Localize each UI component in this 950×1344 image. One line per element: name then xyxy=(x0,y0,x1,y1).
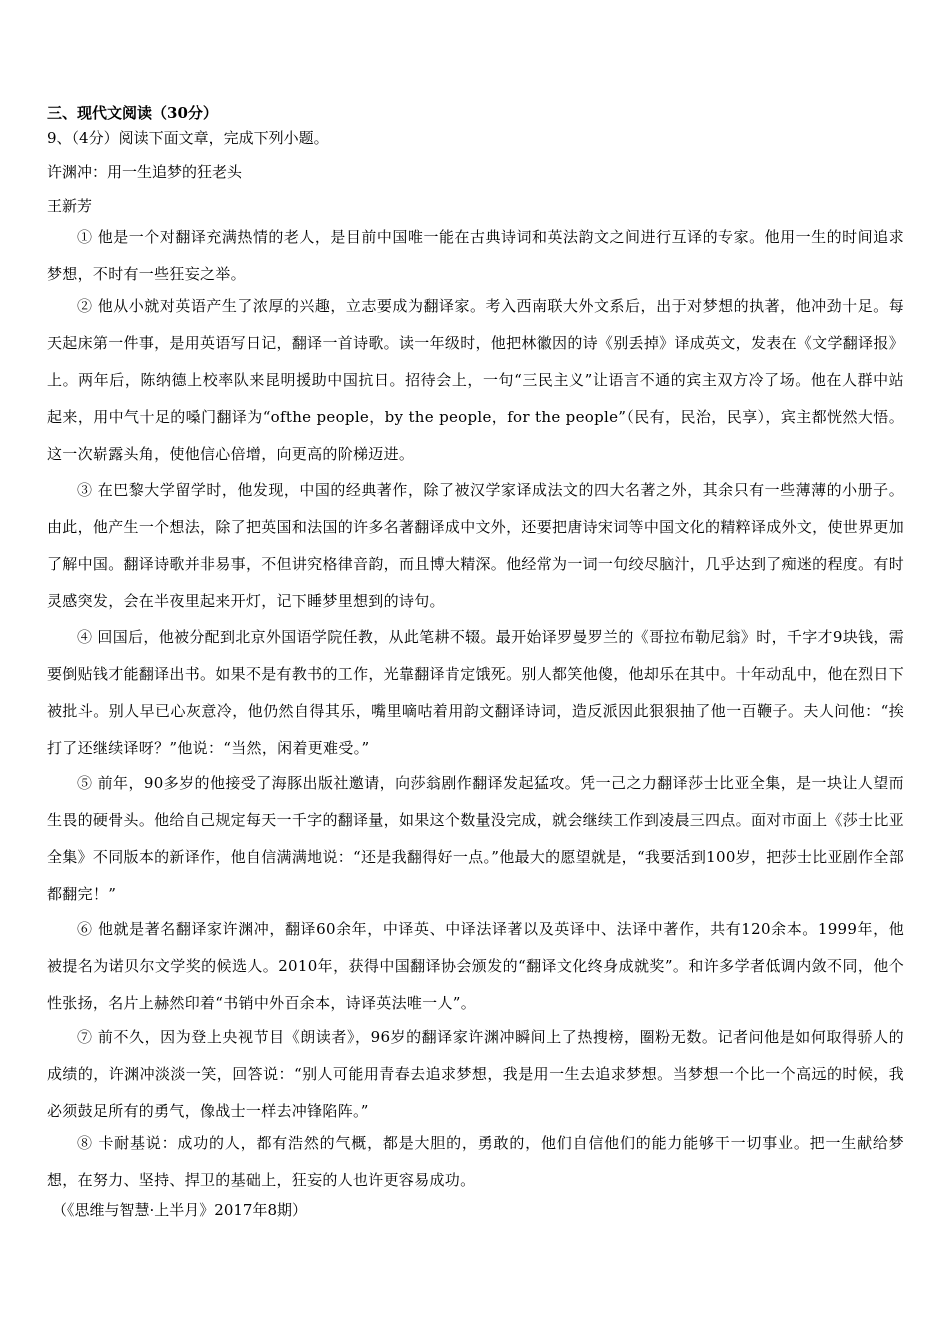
article-paragraph-7: ⑦ 前不久，因为登上央视节目《朗读者》，96岁的翻译家许渊冲瞬间上了热搜榜，圈粉无数。记者问他是如何取得骄人的成绩的，许渊冲淡淡一笑，回答说：“别人可能用青春去追求梦想，我是用一生去追求梦想。当梦想一个比一个高远的时候，我必须鼓足所有的勇气，像战士一样去冲锋陷阵。” xyxy=(47,1028,904,1120)
section-heading: 三、现代文阅读（30分） xyxy=(47,104,218,122)
article-author: 王新芳 xyxy=(47,197,93,215)
article-paragraph-4: ④ 回国后，他被分配到北京外国语学院任教，从此笔耕不辍。最开始译罗曼罗兰的《哥拉布勒尼翁》时，千字才9块钱，需要倒贴钱才能翻译出书。如果不是有教书的工作，光靠翻译肯定饿死。别人都笑他傻，他却乐在其中。十年动乱中，他在烈日下被批斗。别人早已心灰意冷，他仍然自得其乐，嘴里嘀咕着用韵文翻译诗词，造反派因此狠狠抽了他一百鞭子。夫人问他：“挨打了还继续译呀？”他说：“当然，闲着更难受。” xyxy=(47,628,904,757)
article-paragraph-5: ⑤ 前年，90多岁的他接受了海豚出版社邀请，向莎翁剧作翻译发起猛攻。凭一己之力翻译莎士比亚全集，是一块让人望而生畏的硬骨头。他给自己规定每天一千字的翻译量，如果这个数量没完成，就会继续工作到凌晨三四点。面对市面上《莎士比亚全集》不同版本的新译作，他自信满满地说：“还是我翻得好一点。”他最大的愿望就是，“我要活到100岁，把莎士比亚剧作全部都翻完！” xyxy=(47,774,904,903)
article-source: （《思维与智慧·上半月》2017年8期） xyxy=(52,1201,307,1219)
article-title: 许渊冲：用一生追梦的狂老头 xyxy=(47,163,243,181)
article-paragraph-2: ② 他从小就对英语产生了浓厚的兴趣，立志要成为翻译家。考入西南联大外文系后，出于对梦想的执著，他冲劲十足。每天起床第一件事，是用英语写日记，翻译一首诗歌。读一年级时，他把林徽因的诗《别丢掉》译成英文，发表在《文学翻译报》上。两年后，陈纳德上校率队来昆明援助中国抗日。招待会上，一句“三民主义”让语言不通的宾主双方冷了场。他在人群中站起来，用中气十足的嗓门翻译为“ofthe people，by the people，for the people”（民有，民治，民享），宾主都恍然大悟。这一次崭露头角，使他信心倍增，向更高的阶梯迈进。 xyxy=(47,297,904,463)
article-paragraph-6: ⑥ 他就是著名翻译家许渊冲，翻译60余年，中译英、中译法译著以及英译中、法译中著作，共有120余本。1999年，他被提名为诺贝尔文学奖的候选人。2010年，获得中国翻译协会颁发的“翻译文化终身成就奖”。和许多学者低调内敛不同，他个性张扬，名片上赫然印着“书销中外百余本，诗译英法唯一人”。 xyxy=(47,920,904,1012)
article-paragraph-3: ③ 在巴黎大学留学时，他发现，中国的经典著作，除了被汉学家译成法文的四大名著之外，其余只有一些薄薄的小册子。由此，他产生一个想法，除了把英国和法国的许多名著翻译成中文外，还要把唐诗宋词等中国文化的精粹译成外文，使世界更加了解中国。翻译诗歌并非易事，不但讲究格律音韵，而且博大精深。他经常为一词一句绞尽脑汁，几乎达到了痴迷的程度。有时灵感突发，会在半夜里起来开灯，记下睡梦里想到的诗句。 xyxy=(47,481,904,610)
article-paragraph-1: ① 他是一个对翻译充满热情的老人，是目前中国唯一能在古典诗词和英法韵文之间进行互译的专家。他用一生的时间追求梦想，不时有一些狂妄之举。 xyxy=(47,228,904,283)
article-paragraph-8: ⑧ 卡耐基说：成功的人，都有浩然的气概，都是大胆的，勇敢的，他们自信他们的能力能够干一切事业。把一生献给梦想，在努力、坚持、捍卫的基础上，狂妄的人也许更容易成功。 xyxy=(47,1134,904,1189)
question-prompt: 9、（4分）阅读下面文章，完成下列小题。 xyxy=(47,129,329,147)
